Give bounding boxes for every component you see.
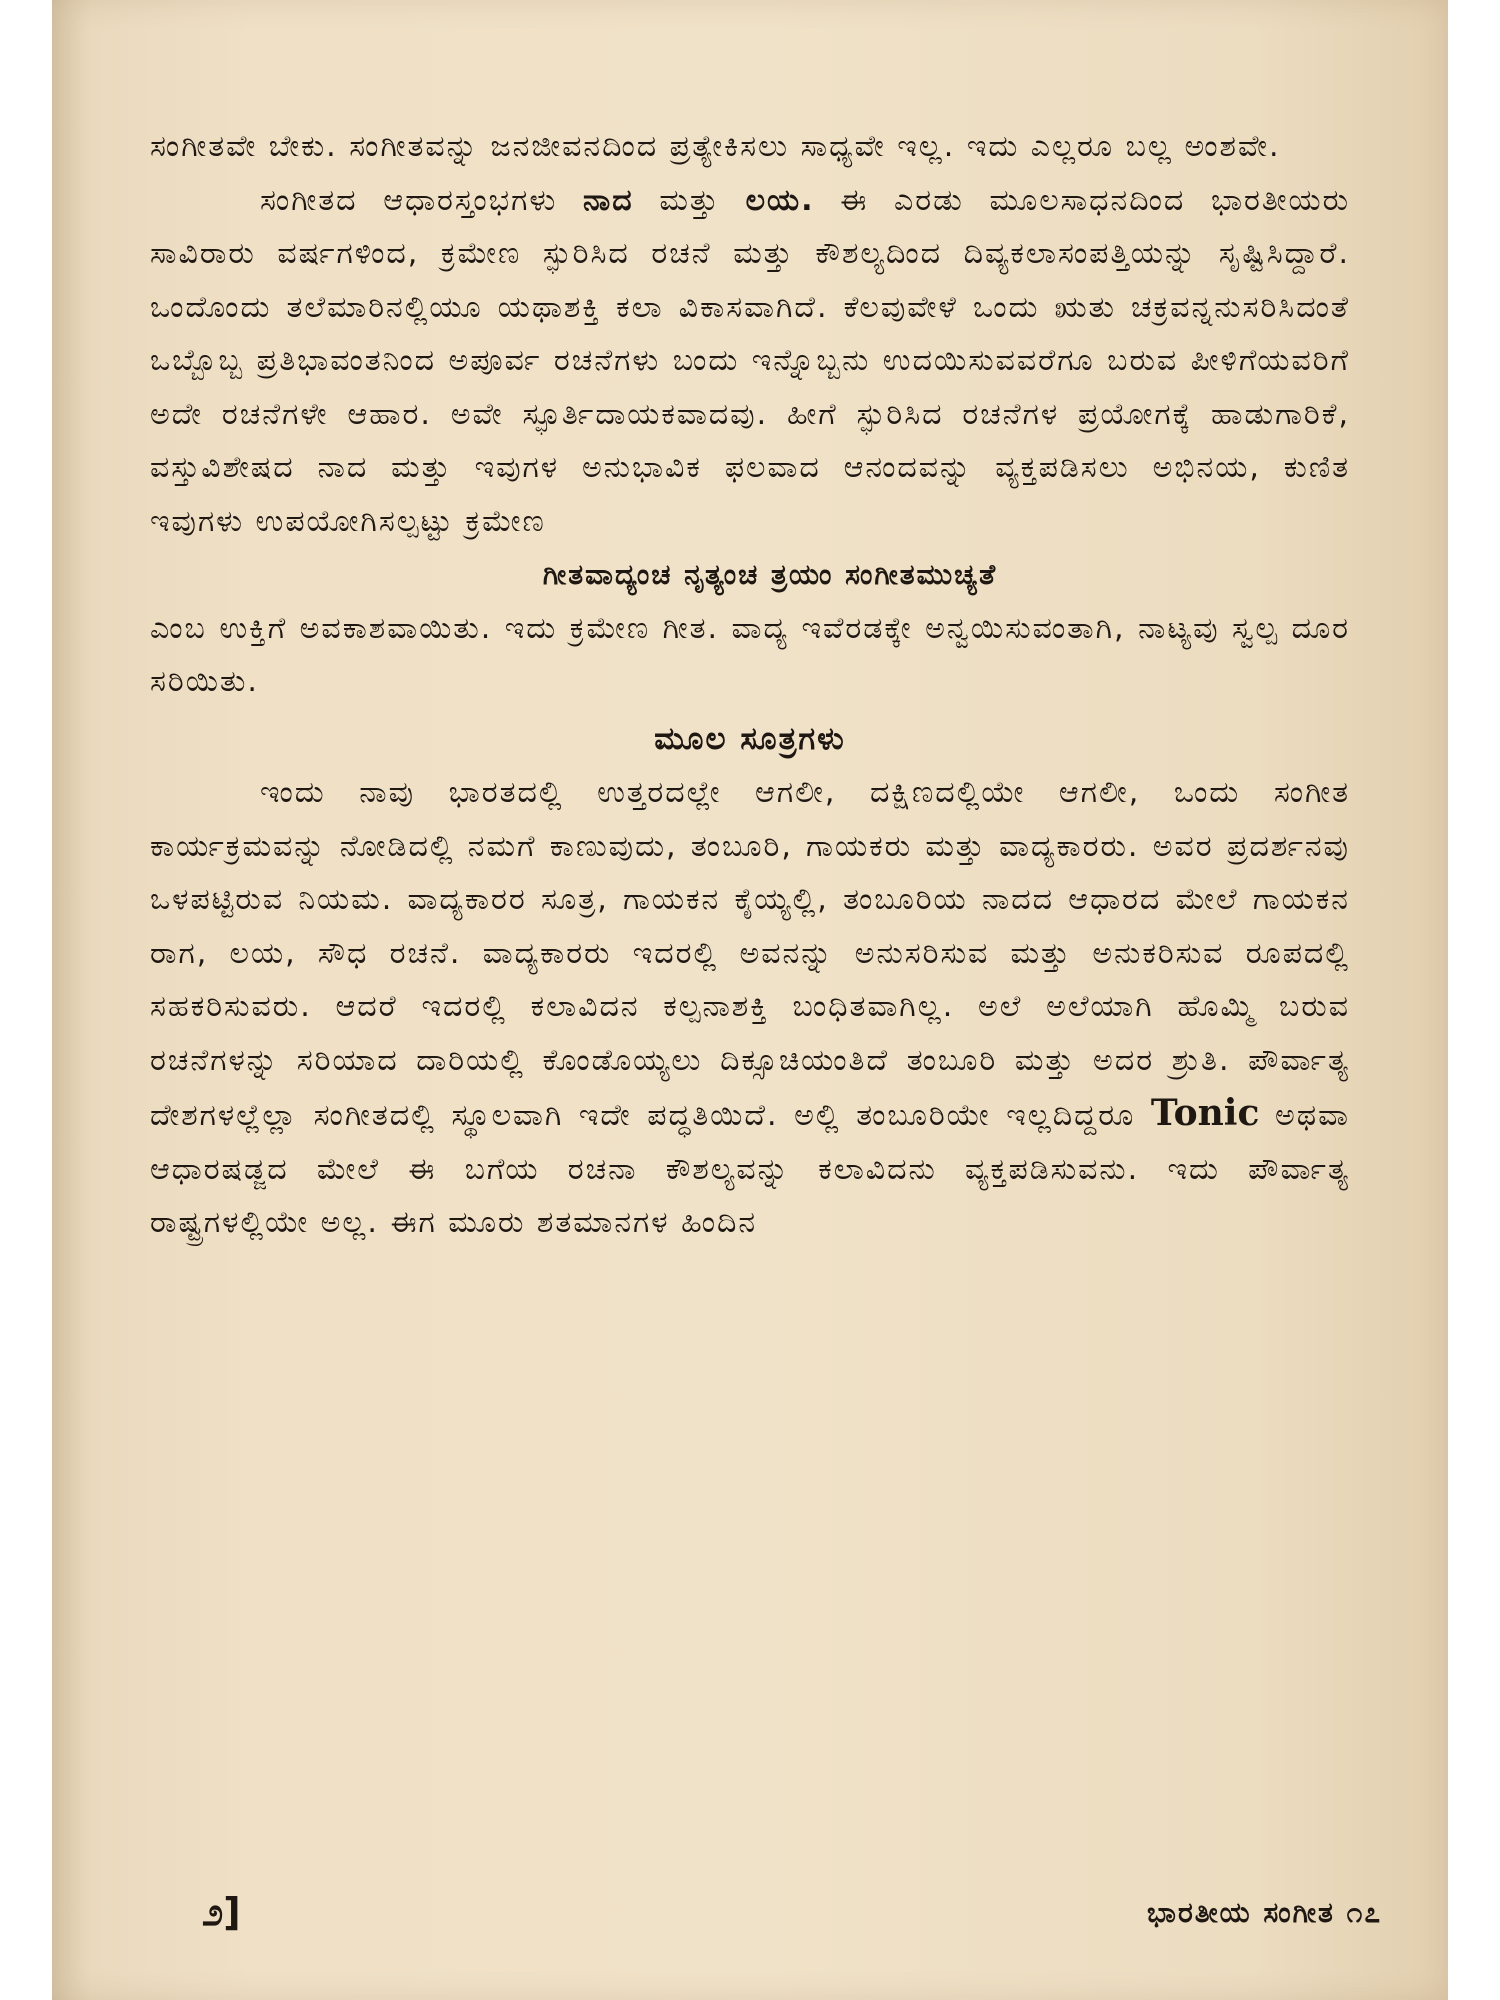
body-text xyxy=(150,120,1350,1250)
paragraph-1 xyxy=(150,120,1350,174)
paragraph-1-text: ಸಂಗೀತವೇ ಬೇಕು. ಸಂಗೀತವನ್ನು ಜನಜೀವನದಿಂದ ಪ್ರತ್ಯೇಕಿಸಲು ಸಾಧ್ಯವೇ ಇಲ್ಲ. ಇದು ಎಲ್ಲರೂ ಬಲ್ಲ ಅಂಶವೇ. xyxy=(150,129,1281,164)
paragraph-3 xyxy=(150,602,1350,709)
paragraph-3-text: ಎಂಬ ಉಕ್ತಿಗೆ ಅವಕಾಶವಾಯಿತು. ಇದು ಕ್ರಮೇಣ ಗೀತ. ವಾದ್ಯ ಇವೆರಡಕ್ಕೇ ಅನ್ವಯಿಸುವಂತಾಗಿ, ನಾಟ್ಯವು ಸ್ವಲ್ಪ ದೂರ ಸರಿಯಿತು. xyxy=(150,610,1350,699)
book-page xyxy=(52,0,1448,2000)
page-footer xyxy=(202,1890,1382,1950)
paragraph-2-body: ಈ ಎರಡು ಮೂಲಸಾಧನದಿಂದ ಭಾರತೀಯರು ಸಾವಿರಾರು ವರ್ಷಗಳಿಂದ, ಕ್ರಮೇಣ ಸ್ಫುರಿಸಿದ ರಚನೆ ಮತ್ತು ಕೌಶಲ್ಯದಿಂದ ದಿವ್ಯಕಲಾಸಂಪತ್ತಿಯನ್ನು ಸೃಷ್ಟಿಸಿದ್ದಾರೆ. ಒಂದೊಂದು ತಲೆಮಾರಿನಲ್ಲಿಯೂ ಯಥಾಶಕ್ತಿ ಕಲಾ ವಿಕಾಸವಾಗಿದೆ. ಕೆಲವುವೇಳೆ ಒಂದು ಋತು ಚಕ್ರವನ್ನನುಸರಿಸಿದಂತೆ ಒಬ್ಬೊಬ್ಬ ಪ್ರತಿಭಾವಂತನಿಂದ ಅಪೂರ್ವ ರಚನೆಗಳು ಬಂದು ಇನ್ನೊಬ್ಬನು ಉದಯಿಸುವವರೆಗೂ ಬರುವ ಪೀಳಿಗೆಯವರಿಗೆ ಅದೇ ರಚನೆಗಳೇ ಆಹಾರ. ಅವೇ ಸ್ಫೂರ್ತಿದಾಯಕವಾದವು. ಹೀಗೆ ಸ್ಫುರಿಸಿದ ರಚನೆಗಳ ಪ್ರಯೋಗಕ್ಕೆ ಹಾಡುಗಾರಿಕೆ, ವಸ್ತುವಿಶೇಷದ ನಾದ ಮತ್ತು ಇವುಗಳ ಅನುಭಾವಿಕ ಫಲವಾದ ಆನಂದವನ್ನು ವ್ಯಕ್ತಪಡಿಸಲು ಅಭಿನಯ, ಕುಣಿತ ಇವುಗಳು ಉಪಯೋಗಿಸಲ್ಪಟ್ಟು ಕ್ರಮೇಣ xyxy=(150,182,1351,539)
paragraph-4-text: ಇಂದು ನಾವು ಭಾರತದಲ್ಲಿ ಉತ್ತರದಲ್ಲೇ ಆಗಲೀ, ದಕ್ಷಿಣದಲ್ಲಿಯೇ ಆಗಲೀ, ಒಂದು ಸಂಗೀತ ಕಾರ್ಯಕ್ರಮವನ್ನು ನೋಡಿದಲ್ಲಿ ನಮಗೆ ಕಾಣುವುದು, ತಂಬೂರಿ, ಗಾಯಕರು ಮತ್ತು ವಾದ್ಯಕಾರರು. ಅವರ ಪ್ರದರ್ಶನವು ಒಳಪಟ್ಟಿರುವ ನಿಯಮ. ವಾದ್ಯಕಾರರ ಸೂತ್ರ, ಗಾಯಕನ ಕೈಯ್ಯಲ್ಲಿ, ತಂಬೂರಿಯ ನಾದದ ಆಧಾರದ ಮೇಲೆ ಗಾಯಕನ ರಾಗ, ಲಯ, ಸೌಧ ರಚನೆ. ವಾದ್ಯಕಾರರು ಇದರಲ್ಲಿ ಅವನನ್ನು ಅನುಸರಿಸುವ ಮತ್ತು ಅನುಕರಿಸುವ ರೂಪದಲ್ಲಿ ಸಹಕರಿಸುವರು. ಆದರೆ ಇದರಲ್ಲಿ ಕಲಾವಿದನ ಕಲ್ಪನಾಶಕ್ತಿ ಬಂಧಿತವಾಗಿಲ್ಲ. ಅಲೆ ಅಲೆಯಾಗಿ ಹೊಮ್ಮಿ ಬರುವ ರಚನೆಗಳನ್ನು ಸರಿಯಾದ ದಾರಿಯಲ್ಲಿ ಕೊಂಡೊಯ್ಯಲು ದಿಕ್ಸೂಚಿಯಂತಿದೆ ತಂಬೂರಿ ಮತ್ತು ಅದರ ಶ್ರುತಿ. ಪೌರ್ವಾತ್ಯ ದೇಶಗಳಲ್ಲೆಲ್ಲಾ ಸಂಗೀತದಲ್ಲಿ ಸ್ಥೂಲವಾಗಿ ಇದೇ ಪದ್ಧತಿಯಿದೆ. ಅಲ್ಲಿ ತಂಬೂರಿಯೇ ಇಲ್ಲದಿದ್ದರೂ xyxy=(150,775,1350,1133)
paragraph-4-continuation: ಅಥವಾ ಆಧಾರಷಡ್ಜದ ಮೇಲೆ ಈ ಬಗೆಯ ರಚನಾ ಕೌಶಲ್ಯವನ್ನು ಕಲಾವಿದನು ವ್ಯಕ್ತಪಡಿಸುವನು. ಇದು ಪೌರ್ವಾತ್ಯ ರಾಷ್ಟ್ರಗಳಲ್ಲಿಯೇ ಅಲ್ಲ. ಈಗ ಮೂರು ಶತಮಾನಗಳ ಹಿಂದಿನ xyxy=(150,1098,1350,1240)
paragraph-2-conjunction: ಮತ್ತು xyxy=(633,182,746,218)
paragraph-2 xyxy=(150,174,1350,549)
running-head: ಭಾರತೀಯ ಸಂಗೀತ ೧೭ xyxy=(1146,1896,1382,1929)
paragraph-4 xyxy=(150,766,1350,1250)
latin-term-tonic: Tonic xyxy=(1150,1092,1260,1134)
term-nada: ನಾದ xyxy=(582,182,634,218)
sanskrit-verse: ಗೀತವಾದ್ಯಂಚ ನೃತ್ಯಂಚ ತ್ರಯಂ ಸಂಗೀತಮುಚ್ಯತೆ xyxy=(542,558,998,591)
section-heading: ಮೂಲ ಸೂತ್ರಗಳು xyxy=(654,720,846,757)
paragraph-2-lead: ಸಂಗೀತದ ಆಧಾರಸ್ತಂಭಗಳು xyxy=(260,182,583,218)
folio-mark: ೨] xyxy=(202,1890,241,1934)
term-laya: ಲಯ. xyxy=(745,182,815,218)
